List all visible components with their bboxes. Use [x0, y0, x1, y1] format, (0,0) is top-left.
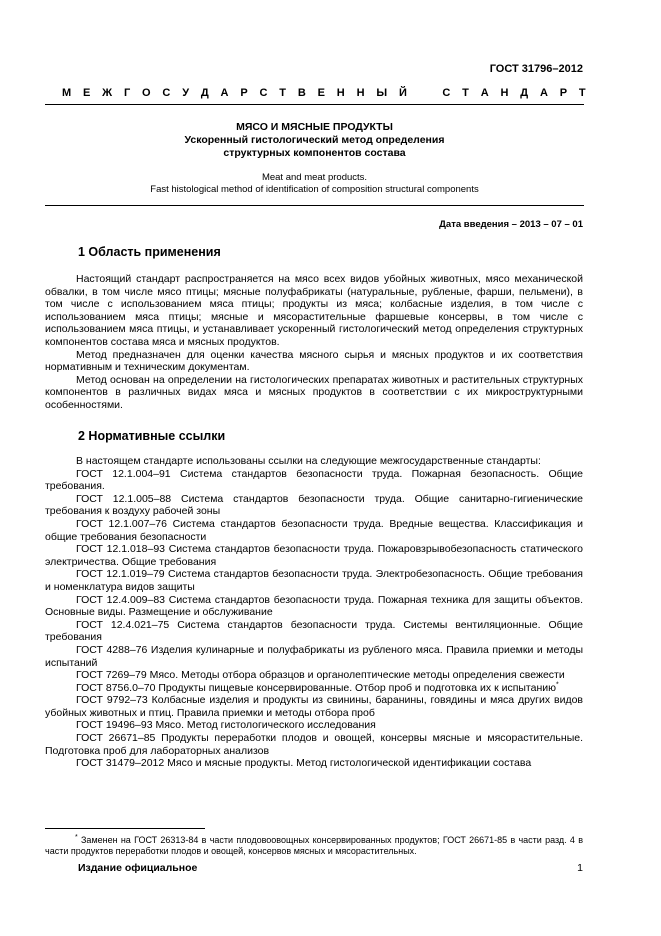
- title-ru-line3: структурных компонентов состава: [223, 146, 406, 159]
- banner-letter: А: [480, 87, 489, 99]
- ref-item: ГОСТ 12.1.018–93 Система стандартов безопасности труда. Пожаровзрывобезопасность статического электричества. Общие требования: [45, 543, 583, 568]
- introduction-date: Дата введения – 2013 – 07 – 01: [439, 219, 583, 230]
- footnote-mark: *: [75, 834, 78, 841]
- banner-letter: Т: [578, 87, 586, 99]
- footnote-text: Заменен на ГОСТ 26313-84 в части плодовоовощных консервированных продуктов; ГОСТ 26671-85 в части разд. 4 в части продуктов переработки плодов и овощей, консервов мясных и мясорастительных.: [45, 835, 583, 856]
- ref-item: ГОСТ 9792–73 Колбасные изделия и продукты из свинины, баранины, говядины и мяса других видов убойных животных и птиц. Правила приемки и методы отбора проб: [45, 694, 583, 719]
- banner-letter: А: [539, 87, 548, 99]
- footnote: [45, 835, 583, 857]
- ref-item: ГОСТ 4288–76 Изделия кулинарные и полуфабрикаты из рубленого мяса. Правила приемки и методы испытаний: [45, 643, 583, 669]
- footnote-rule: [45, 828, 205, 829]
- page-number: 1: [577, 862, 583, 874]
- official-edition-label: Издание официальное: [78, 862, 198, 874]
- ref-item: ГОСТ 12.1.007–76 Система стандартов безопасности труда. Вредные вещества. Классификация и общие требования безопасности: [45, 517, 583, 543]
- banner-letter: В: [297, 87, 306, 99]
- banner-letter: Е: [83, 87, 91, 99]
- banner-letter: Н: [356, 87, 365, 99]
- banner-letter: Д: [520, 87, 529, 99]
- section1-paragraph: Настоящий стандарт распространяется на мясо всех видов убойных животных, мясо механической обвалки, в том числе мясо птицы; мясные полуфабрикаты (натуральные, рубленые, фарши, пельмени), в том числе с использованием мяса птицы; продукты из мяса; колбасные изделия, в том числе с использованием мяса птицы; мясные и мясорастительные фаршевые консервы, в том числе с использованием мяса птицы, и устанавливает ускоренный гистологический метод определения структурных компонентов состава мяса и мясных продуктов.: [45, 273, 583, 348]
- banner-letter: Д: [200, 87, 209, 99]
- ref-item: ГОСТ 12.4.009–83 Система стандартов безопасности труда. Пожарная техника для защиты объектов. Основные виды. Размещение и обслуживание: [45, 593, 583, 619]
- ref-item: ГОСТ 12.1.005–88 Система стандартов безопасности труда. Общие санитарно-гигиенические требования к воздуху рабочей зоны: [45, 492, 583, 518]
- header-rule: [45, 104, 584, 105]
- banner-letter: Т: [279, 87, 287, 99]
- banner-letter: Н: [500, 87, 509, 99]
- section1-paragraph: Метод основан на определении на гистологических препаратах животных и растительных структурных компонентов в различных видах мяса и мясных продуктов в соответствии с их микроструктурными особенностями.: [45, 373, 583, 411]
- title-en-line2: Fast histological method of identification of composition structural components: [150, 183, 479, 195]
- banner-letter: М: [62, 87, 72, 99]
- banner-letter: Р: [559, 87, 568, 99]
- title-en-line1: Meat and meat products.: [261, 172, 368, 183]
- ref-item-footnoted: [45, 682, 583, 695]
- section2-heading: 2 Нормативные ссылки: [78, 429, 226, 443]
- interstate-standard-banner: [62, 87, 586, 99]
- banner-letter: Й: [398, 87, 407, 99]
- banner-letter: Ы: [376, 87, 388, 99]
- banner-letter: Ж: [102, 87, 113, 99]
- banner-letter: А: [220, 87, 229, 99]
- section2-intro: В настоящем стандарте использованы ссылки на следующие межгосударственные стандарты:: [76, 455, 541, 467]
- section1-body: [45, 273, 583, 412]
- banner-letter: Г: [123, 87, 131, 99]
- ref-item: ГОСТ 31479–2012 Мясо и мясные продукты. Метод гистологической идентификации состава: [76, 757, 532, 770]
- banner-letter: О: [142, 87, 151, 99]
- ref-item: ГОСТ 19496–93 Мясо. Метод гистологического исследования: [76, 719, 376, 732]
- banner-letter: С: [162, 87, 171, 99]
- banner-letter: Е: [317, 87, 325, 99]
- banner-letter: С: [442, 87, 451, 99]
- footnote-mark: *: [556, 681, 559, 689]
- title-ru-main: МЯСО И МЯСНЫЕ ПРОДУКТЫ: [236, 121, 393, 133]
- ref-item-text: ГОСТ 8756.0–70 Продукты пищевые консервированные. Отбор проб и подготовка их к испытанию: [76, 681, 556, 694]
- title-ru-sub: [45, 134, 584, 159]
- ref-item: ГОСТ 7269–79 Мясо. Методы отбора образцов и органолептические методы определения свежести: [76, 669, 565, 682]
- section1-heading: 1 Область применения: [78, 245, 221, 259]
- ref-item: ГОСТ 12.1.004–91 Система стандартов безопасности труда. Пожарная безопасность. Общие требования.: [45, 467, 583, 493]
- ref-item: ГОСТ 12.4.021–75 Система стандартов безопасности труда. Системы вентиляционные. Общие требования: [45, 618, 583, 644]
- ref-item: ГОСТ 26671–85 Продукты переработки плодов и овощей, консервы мясные и мясорастительные. Подготовка проб для лабораторных анализов: [45, 732, 583, 757]
- banner-letter: Р: [240, 87, 248, 99]
- banner-letter: Н: [336, 87, 345, 99]
- section2-body: [45, 455, 583, 770]
- ref-item: ГОСТ 12.1.019–79 Система стандартов безопасности труда. Электробезопасность. Общие требования и номенклатура видов защиты: [45, 568, 583, 593]
- banner-letter: С: [259, 87, 268, 99]
- banner-letter: У: [182, 87, 190, 99]
- title-rule: [45, 205, 584, 206]
- section1-paragraph: Метод предназначен для оценки качества мясного сырья и мясных продуктов и их соответствия нормативным и техническим документам.: [45, 348, 583, 374]
- title-en: [45, 172, 584, 195]
- banner-letter: Т: [462, 87, 469, 99]
- standard-code: ГОСТ 31796–2012: [489, 63, 583, 75]
- title-ru-line2: Ускоренный гистологический метод определения: [184, 134, 445, 146]
